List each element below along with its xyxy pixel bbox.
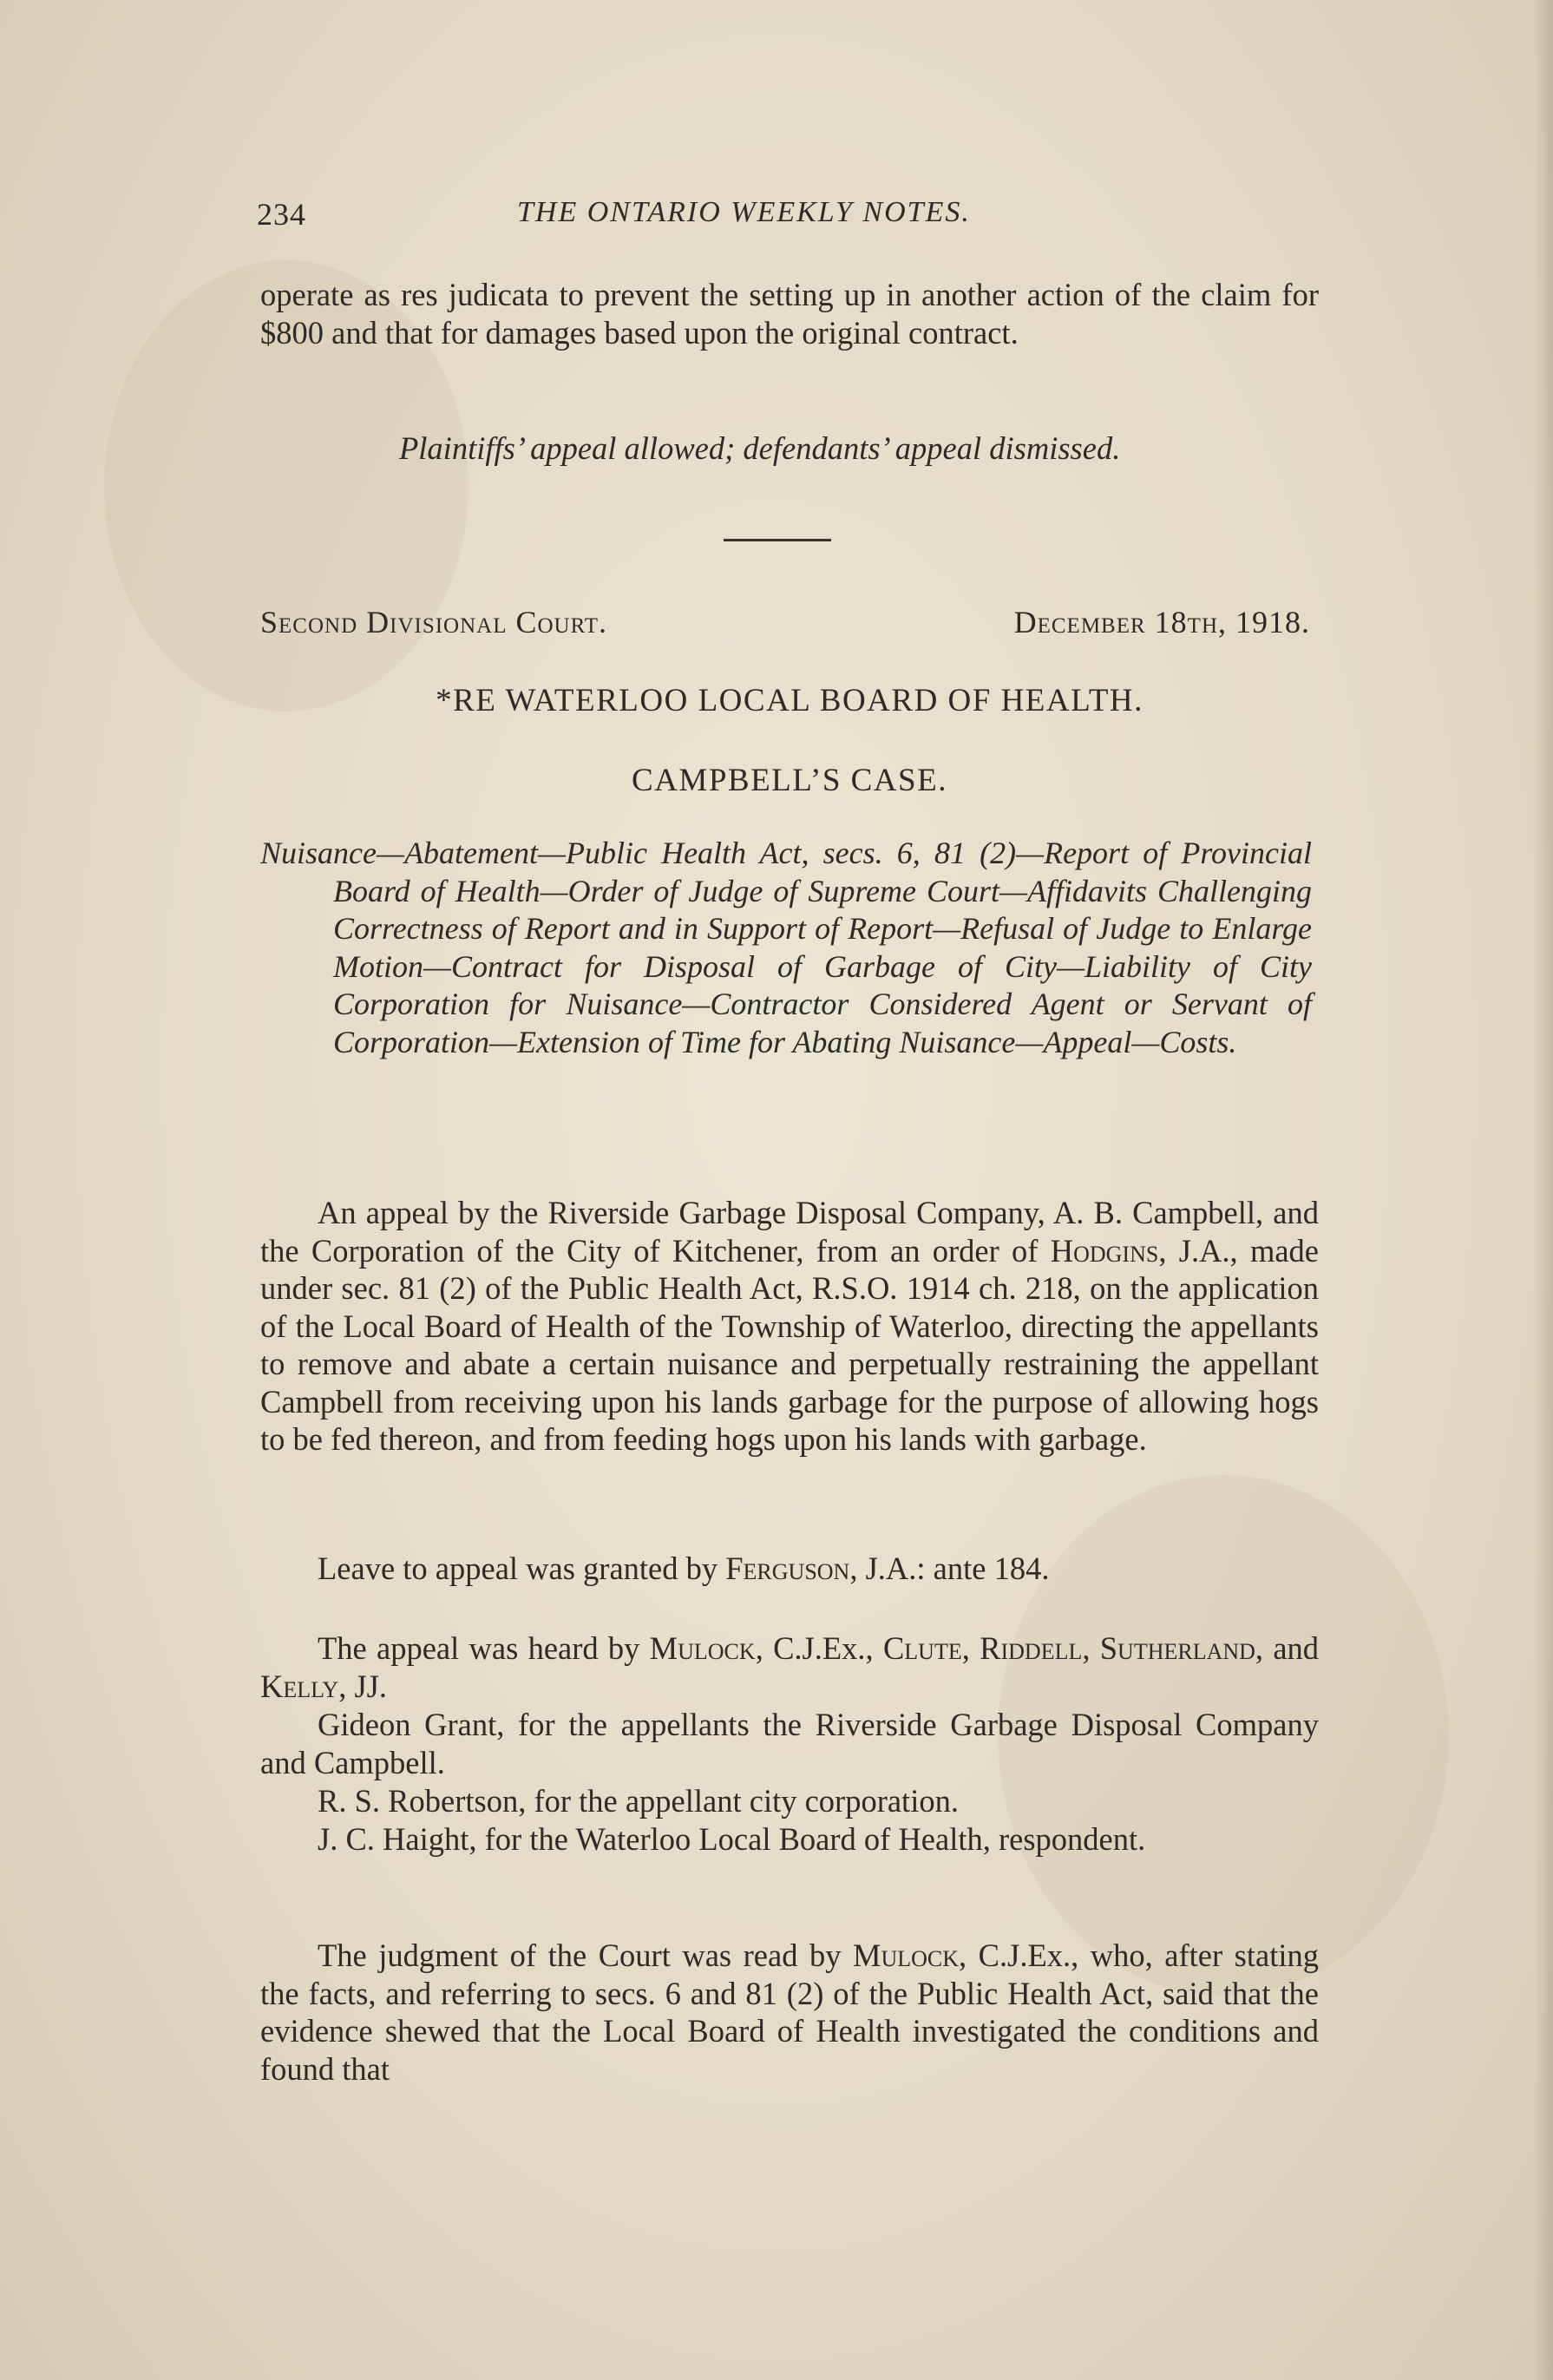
heard-paragraph <box>260 1629 1319 1705</box>
counsel-paragraph: Gideon Grant, for the appellants the Riverside Garbage Disposal Company and Campbell. <box>260 1707 1319 1780</box>
leave-text-1: Leave to appeal was granted by <box>318 1551 726 1586</box>
case-title: *RE WATERLOO LOCAL BOARD OF HEALTH. <box>436 683 1143 718</box>
counsel-paragraph: J. C. Haight, for the Waterloo Local Board of Health, respondent. <box>318 1821 1146 1857</box>
judge-name: Mulock <box>853 1937 960 1973</box>
appeal-text-2: , J.A., made under sec. 81 (2) of the Public Health Act, R.S.O. 1914 ch. 218, on the application of the Local Board of Health of the Township of Waterloo, directing the appellants to remove and abate a certain nuisance and perpetually restraining the appellant Campbell from receiving upon his lands garbage for the purpose of allowing hogs to be fed thereon, and from feeding hogs upon his lands with garbage. <box>260 1232 1319 1457</box>
running-title: THE ONTARIO WEEKLY NOTES. <box>517 196 971 228</box>
judge-name: Ferguson <box>725 1551 850 1586</box>
heard-text: The appeal was heard by <box>318 1630 650 1666</box>
judge-name: Riddell <box>980 1630 1083 1666</box>
heard-sep: , <box>1082 1630 1100 1666</box>
headnote: Nuisance—Abatement—Public Health Act, secs. 6, 81 (2)—Report of Provincial Board of Health—Order of Judge of Supreme Court—Affidavits Challenging Correctness of Report and in Support of Report—Refusal of Judge to Enlarge Motion—Contract for Disposal of Garbage of City—Liability of City Corporation for Nuisance—Contractor Considered Agent or Servant of Corporation—Extension of Time for Abating Nuisance—Appeal—Costs. <box>260 836 1312 1059</box>
case-subtitle: CAMPBELL’S CASE. <box>632 763 947 798</box>
section-divider <box>724 539 831 541</box>
appeal-text-1: An appeal by the Riverside Garbage Disposal Company, A. B. Campbell, and the Corporation of the City of Kitchener, from an order of <box>260 1195 1319 1269</box>
judgment-text-2: , C.J.Ex., who, after stating the facts, and referring to secs. 6 and 81 (2) of the Public Health Act, said that the evidence shewed that the Local Board of Health investigated the conditions and found that <box>260 1937 1320 2087</box>
judgment-text-1: The judgment of the Court was read by <box>318 1937 854 1973</box>
heard-sep: , <box>961 1630 980 1666</box>
leave-paragraph <box>260 1550 1319 1588</box>
judge-name: Mulock <box>649 1630 756 1666</box>
appeal-paragraph <box>260 1194 1319 1459</box>
court-name: Second Divisional Court. <box>260 605 608 639</box>
page-header <box>257 196 1324 248</box>
heard-sep: , JJ. <box>338 1668 387 1704</box>
heard-sep: , and <box>1255 1630 1320 1666</box>
leave-text-2: , J.A.: ante 184. <box>849 1551 1050 1586</box>
continuation-paragraph: operate as res judicata to prevent the setting up in another action of the claim for $800 and that for damages based upon the original contract. <box>260 277 1319 351</box>
decision-date: December 18th, 1918. <box>1013 605 1310 639</box>
page-number: 234 <box>257 197 306 232</box>
judge-name: Sutherland <box>1099 1630 1255 1666</box>
judge-name: Kelly <box>260 1668 339 1704</box>
counsel-paragraph: R. S. Robertson, for the appellant city corporation. <box>318 1783 959 1819</box>
page-edge-shadow <box>1534 0 1553 2380</box>
judge-name: Clute <box>882 1630 962 1666</box>
judge-name: Hodgins <box>1050 1232 1159 1269</box>
verdict-line: Plaintiffs’ appeal allowed; defendants’ appeal dismissed. <box>399 430 1121 466</box>
heard-sep: , C.J.Ex., <box>755 1630 883 1666</box>
judgment-paragraph <box>260 1937 1319 2088</box>
